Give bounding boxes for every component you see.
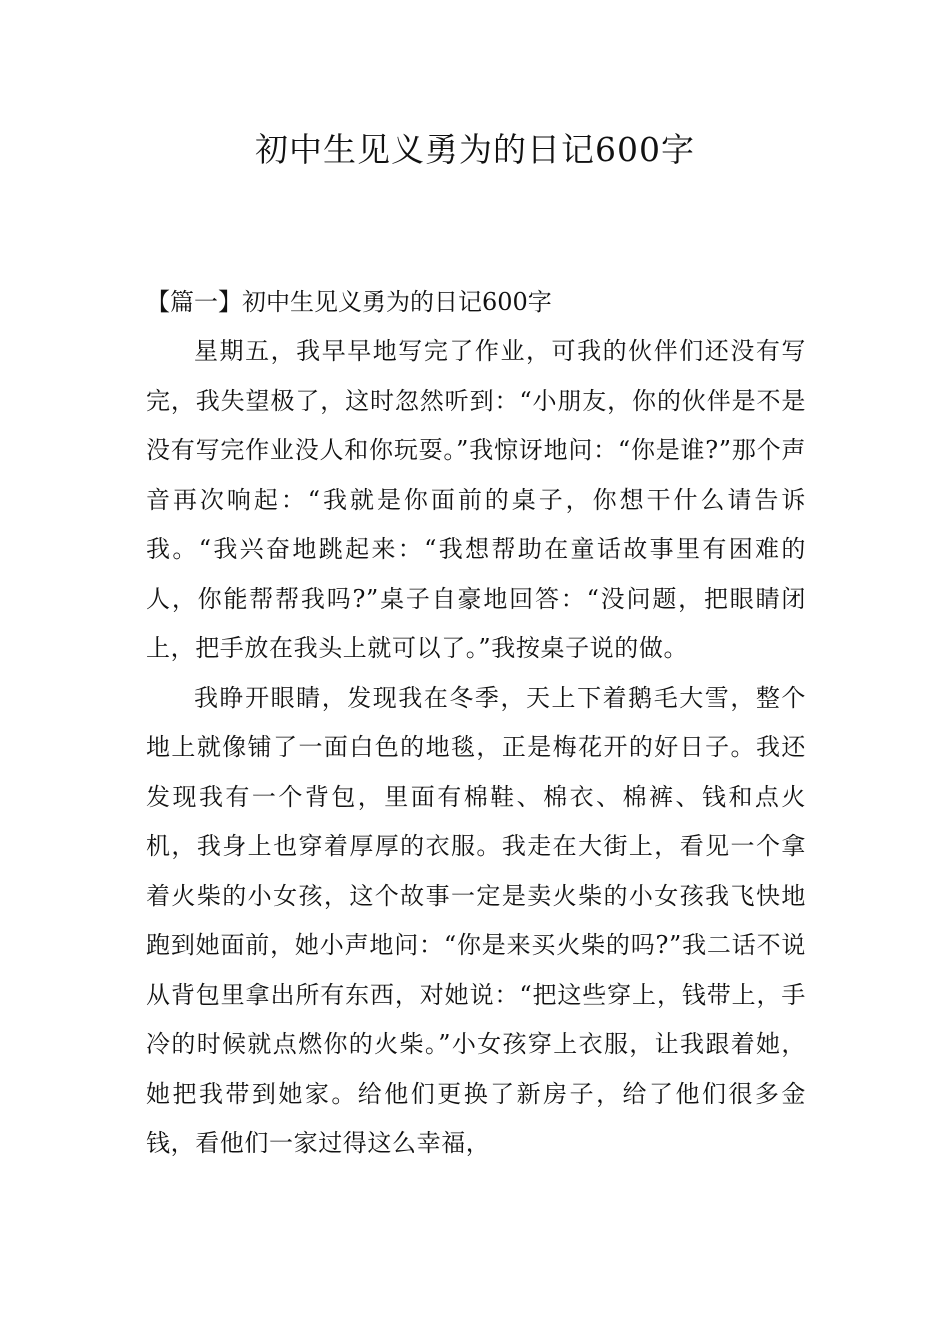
paragraph-1: 星期五，我早早地写完了作业，可我的伙伴们还没有写完，我失望极了，这时忽然听到：“小朋友，你的伙伴是不是没有写完作业没人和你玩耍。”我惊讶地问：“你是谁?”那个声音再次响起：“我就是你面前的桌子，你想干什么请告诉我。“我兴奋地跳起来：“我想帮助在童话故事里有困难的人，你能帮帮我吗?”桌子自豪地回答：“没问题，把眼睛闭上，把手放在我头上就可以了。”我按桌子说的做。 bbox=[146, 337, 806, 662]
section-heading: 【篇一】初中生见义勇为的日记600字 bbox=[146, 288, 552, 316]
document-title: 初中生见义勇为的日记600字 bbox=[255, 130, 695, 169]
paragraph-2: 我睁开眼睛，发现我在冬季，天上下着鹅毛大雪，整个地上就像铺了一面白色的地毯，正是梅花开的好日子。我还发现我有一个背包，里面有棉鞋、棉衣、棉裤、钱和点火机，我身上也穿着厚厚的衣服。我走在大街上，看见一个拿着火柴的小女孩，这个故事一定是卖火柴的小女孩我飞快地跑到她面前，她小声地问：“你是来买火柴的吗?”我二话不说从背包里拿出所有东西，对她说：“把这些穿上，钱带上，手冷的时候就点燃你的火柴。”小女孩穿上衣服，让我跟着她，她把我带到她家。给他们更换了新房子，给了他们很多金钱，看他们一家过得这么幸福， bbox=[146, 683, 806, 1157]
document-body bbox=[146, 277, 806, 1169]
